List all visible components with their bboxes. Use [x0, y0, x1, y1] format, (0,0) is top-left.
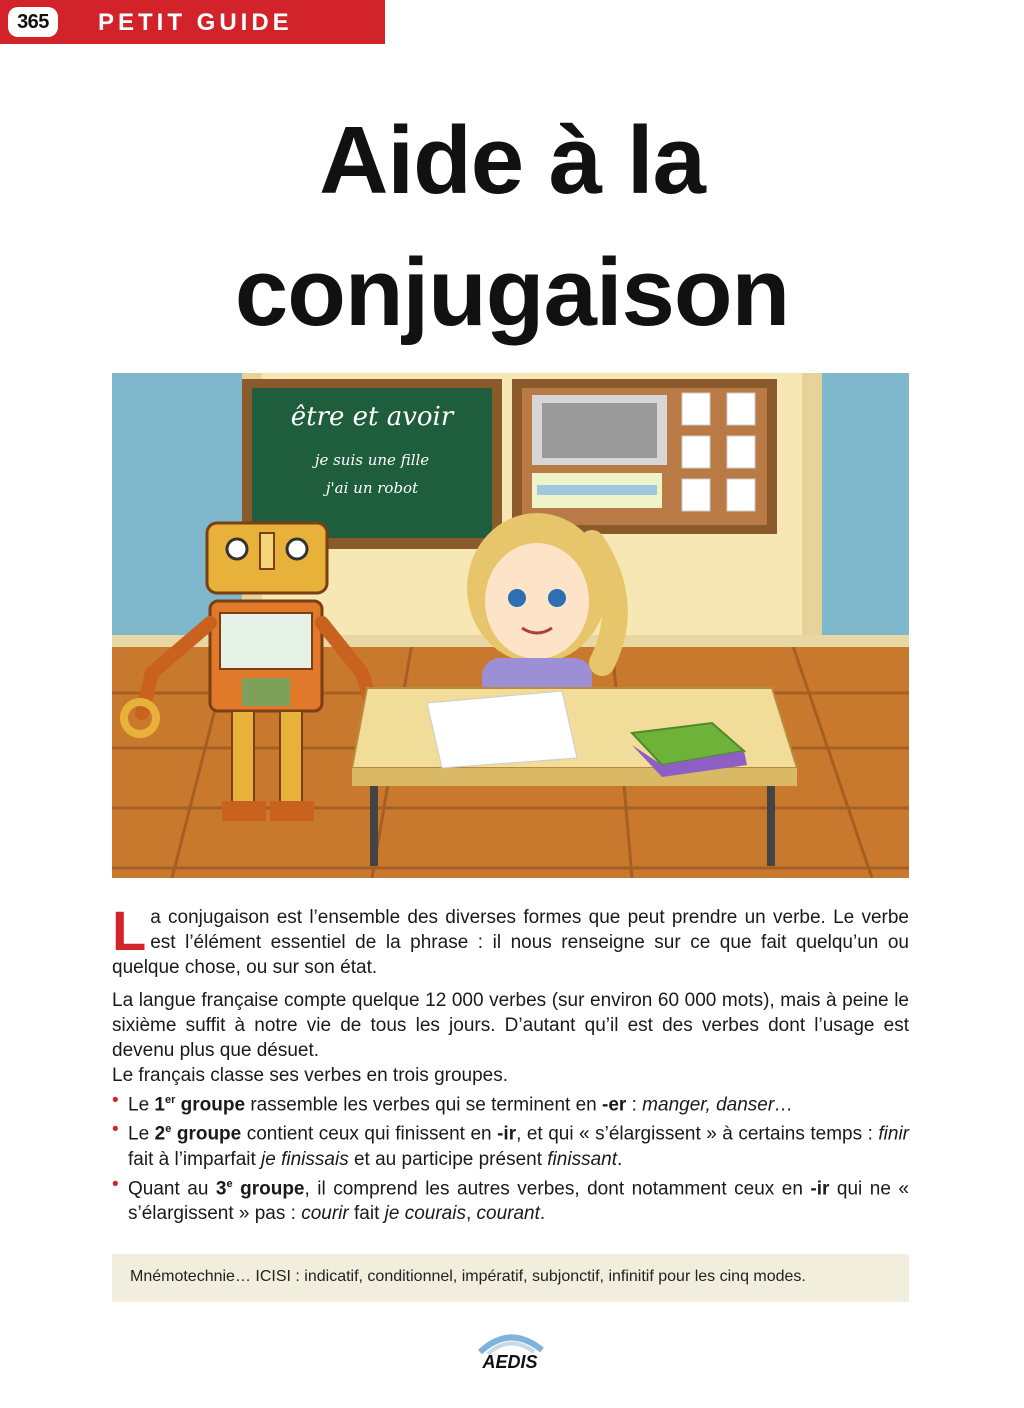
bullet-icon: •	[112, 1173, 119, 1195]
drop-cap: L	[112, 899, 147, 962]
group-1-text: rassemble les verbes qui se terminent en	[245, 1094, 603, 1116]
mnemonic-note-box	[112, 1254, 909, 1302]
list-item-group-3	[112, 1172, 909, 1226]
group-2-prefix: Le	[128, 1123, 155, 1145]
paragraph-2	[112, 988, 909, 1088]
group-2-label: groupe	[171, 1123, 242, 1145]
group-1-after: :	[626, 1094, 643, 1116]
header-band	[0, 0, 385, 44]
classroom-illustration	[112, 373, 909, 878]
group-1-sup: er	[165, 1094, 176, 1106]
board-line-2: j'ai un robot	[325, 479, 419, 497]
group-3-label: groupe	[232, 1177, 305, 1199]
group-3-after: qui ne « s’élargissent » pas :	[128, 1177, 909, 1224]
intro-text: a conjugaison est l’ensemble des diverses formes que peut prendre un verbe. Le verbe est l’élément essentiel de la phrase : il nous renseigne sur ce que fait quelqu’un ou quelque chose, ou sur son état.	[112, 907, 909, 978]
group-1-prefix: Le	[128, 1094, 155, 1116]
title-line-1: Aide à la	[319, 107, 705, 214]
body-text	[112, 899, 910, 1226]
board-title: être et avoir	[290, 402, 454, 432]
title-line-2: conjugaison	[234, 239, 790, 346]
groups-list	[112, 1088, 909, 1226]
group-1-label: groupe	[175, 1094, 246, 1116]
group-1-examples: manger, danser…	[642, 1094, 794, 1116]
paragraph-2-text: La langue française compte quelque 12 000 verbes (sur environ 60 000 mots), mais à peine le sixième suffit à notre vie de tous les jours. D’autant qu’il est des verbes dont l’usage est devenu plus que désuet.	[112, 990, 909, 1061]
bullet-icon: •	[112, 1119, 119, 1141]
group-3-prefix: Quant au	[128, 1177, 216, 1199]
group-1-number: 1	[154, 1094, 165, 1116]
group-2-ending: -ir	[497, 1123, 517, 1145]
series-title: PETIT GUIDE	[98, 9, 293, 36]
group-3-ending: -ir	[810, 1177, 830, 1199]
list-item-group-1	[112, 1088, 909, 1117]
group-3-sup: e	[226, 1177, 233, 1190]
group-2-after: , et qui « s’élargissent » à certains temps :	[516, 1123, 879, 1145]
group-2-example-2: je finissais	[261, 1148, 349, 1170]
list-item-group-2	[112, 1117, 909, 1171]
bullet-icon: •	[112, 1090, 119, 1111]
series-number-badge: 365	[8, 7, 58, 37]
group-2-text: contient ceux qui finissent en	[241, 1123, 498, 1145]
group-2-number: 2	[154, 1123, 166, 1145]
group-2-text-3: et au participe présent	[348, 1148, 548, 1170]
board-line-1: je suis une fille	[314, 451, 430, 469]
group-3-example-2: je courais	[384, 1202, 466, 1224]
group-3-number: 3	[215, 1177, 227, 1199]
publisher-logo	[470, 1330, 550, 1372]
group-2-example-3: finissant	[547, 1148, 617, 1170]
group-3-text-3: ,	[465, 1202, 477, 1224]
group-3-example-3: courant	[476, 1202, 540, 1224]
groups-intro: Le français classe ses verbes en trois groupes.	[112, 1065, 509, 1086]
group-3-text-2: fait	[348, 1202, 385, 1224]
group-1-ending: -er	[602, 1094, 627, 1116]
group-2-sup: e	[165, 1123, 172, 1136]
right-wall	[822, 373, 909, 673]
group-2-end: .	[616, 1148, 623, 1170]
group-2-text-2: fait à l’imparfait	[128, 1148, 262, 1170]
group-3-end: .	[539, 1202, 546, 1224]
publisher-name: AEDIS	[482, 1352, 538, 1372]
page-title	[0, 95, 1024, 359]
intro-paragraph	[112, 899, 909, 980]
group-3-example-1: courir	[301, 1202, 349, 1224]
mnemonic-note: Mnémotechnie… ICISI : indicatif, conditionnel, impératif, subjonctif, infinitif pour les cinq modes.	[130, 1268, 806, 1285]
group-3-text: , il comprend les autres verbes, dont notamment ceux en	[304, 1177, 811, 1199]
group-2-example-1: finir	[878, 1123, 910, 1145]
